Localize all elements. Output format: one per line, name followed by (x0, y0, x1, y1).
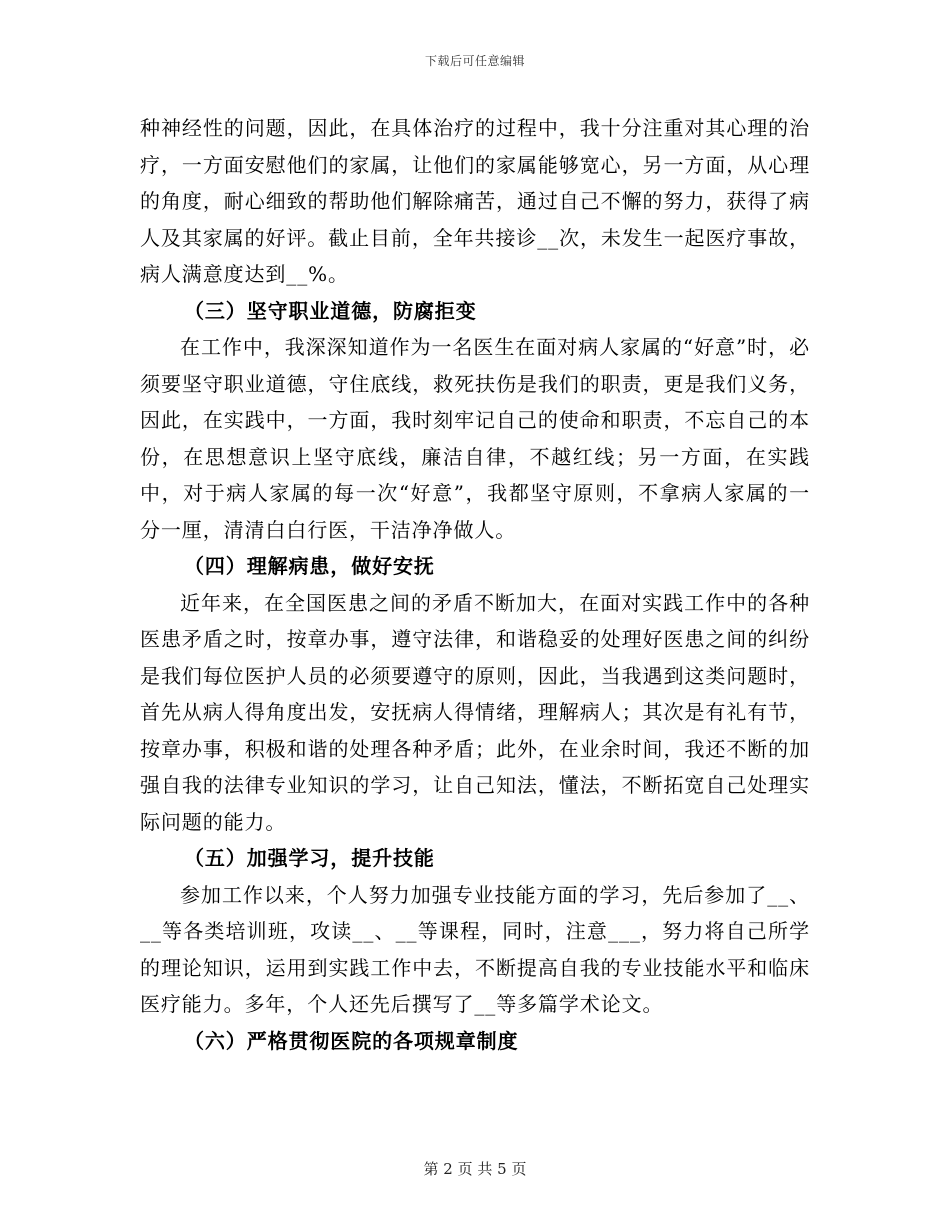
section-heading-6: （六）严格贯彻医院的各项规章制度 (184, 1028, 519, 1053)
section-heading-3: （三）坚守职业道德，防腐拒变 (184, 298, 477, 323)
paragraph-section-5: 参加工作以来，个人努力加强专业技能方面的学习，先后参加了__、__等各类培训班，攻读__、__等课程，同时，注意___，努力将自己所学的理论知识，运用到实践工作中去，不断提高自我的专业技能水平和临床医疗能力。多年，个人还先后撰写了__等多篇学术论文。 (140, 882, 810, 1016)
page-header: 下载后可任意编辑 (424, 54, 525, 68)
paragraph-section-4: 近年来，在全国医患之间的矛盾不断加大，在面对实践工作中的各种医患矛盾之时，按章办事，遵守法律，和谐稳妥的处理好医患之间的纠纷是我们每位医护人员的必须要遵守的原则，因此，当我遇到这类问题时，首先从病人得角度出发，安抚病人得情绪，理解病人；其次是有礼有节，按章办事，积极和谐的处理各种矛盾；此外，在业余时间，我还不断的加强自我的法律专业知识的学习，让自己知法，懂法，不断拓宽自己处理实际问题的能力。 (140, 590, 810, 834)
document-body (140, 110, 810, 1059)
section-heading-5: （五）加强学习，提升技能 (184, 846, 435, 870)
paragraph-continued: 种神经性的问题，因此，在具体治疗的过程中，我十分注重对其心理的治疗，一方面安慰他们的家属，让他们的家属能够宽心，另一方面，从心理的角度，耐心细致的帮助他们解除痛苦，通过自己不懈的努力，获得了病人及其家属的好评。截止目前，全年共接诊__次，未发生一起医疗事故，病人满意度达到__%。 (140, 116, 810, 286)
paragraph-section-3: 在工作中，我深深知道作为一名医生在面对病人家属的“好意”时，必须要坚守职业道德，守住底线，救死扶伤是我们的职责，更是我们义务，因此，在实践中，一方面，我时刻牢记自己的使命和职责，不忘自己的本份，在思想意识上坚守底线，廉洁自律，不越红线；另一方面，在实践中，对于病人家属的每一次“好意”，我都坚守原则，不拿病人家属的一分一厘，清清白白行医，干洁净净做人。 (140, 335, 810, 542)
section-heading-4: （四）理解病患，做好安抚 (184, 554, 435, 578)
page-footer: 第 2 页 共 5 页 (423, 1160, 527, 1178)
